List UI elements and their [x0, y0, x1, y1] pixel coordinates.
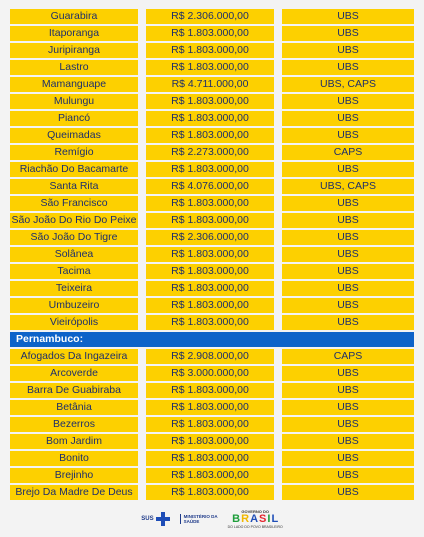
gov-brasil-logo: [228, 509, 283, 529]
table-row: [10, 281, 414, 296]
table-row: [10, 315, 414, 330]
type-cell: UBS: [282, 26, 414, 41]
plus-icon: [156, 512, 170, 526]
table-row: [10, 468, 414, 483]
table-row: [10, 128, 414, 143]
type-cell: UBS: [282, 128, 414, 143]
brasil-wordmark: [232, 514, 278, 525]
value-cell: R$ 1.803.000,00: [146, 111, 274, 126]
city-cell: Juripiranga: [10, 43, 138, 58]
value-cell: R$ 1.803.000,00: [146, 298, 274, 313]
value-cell: R$ 1.803.000,00: [146, 434, 274, 449]
table-row: [10, 400, 414, 415]
city-cell: Itaporanga: [10, 26, 138, 41]
table-row: [10, 247, 414, 262]
table-row: [10, 26, 414, 41]
ministry-line2: SAÚDE: [183, 519, 200, 524]
type-cell: UBS: [282, 451, 414, 466]
table-row: [10, 145, 414, 160]
brasil-letter: A: [250, 513, 259, 525]
table-row: [10, 485, 414, 500]
table-row: [10, 298, 414, 313]
pernambuco-rows: [10, 349, 414, 500]
city-cell: Riachão Do Bacamarte: [10, 162, 138, 177]
type-cell: UBS: [282, 383, 414, 398]
city-cell: Betânia: [10, 400, 138, 415]
type-cell: UBS: [282, 94, 414, 109]
value-cell: R$ 2.908.000,00: [146, 349, 274, 364]
city-cell: Tacima: [10, 264, 138, 279]
type-cell: UBS: [282, 111, 414, 126]
value-cell: R$ 1.803.000,00: [146, 485, 274, 500]
funding-table: [10, 9, 414, 502]
type-cell: UBS: [282, 9, 414, 24]
type-cell: UBS: [282, 43, 414, 58]
table-row: [10, 9, 414, 24]
gov-top-text: GOVERNO DO: [241, 509, 269, 514]
city-cell: Bom Jardim: [10, 434, 138, 449]
type-cell: UBS: [282, 230, 414, 245]
table-row: [10, 162, 414, 177]
type-cell: UBS: [282, 468, 414, 483]
city-cell: São Francisco: [10, 196, 138, 211]
brasil-letter: I: [267, 513, 271, 525]
table-row: [10, 179, 414, 194]
value-cell: R$ 1.803.000,00: [146, 264, 274, 279]
footer-logos: [0, 505, 424, 533]
value-cell: R$ 1.803.000,00: [146, 400, 274, 415]
value-cell: R$ 1.803.000,00: [146, 383, 274, 398]
brasil-letter: L: [271, 513, 279, 525]
table-row: [10, 230, 414, 245]
table-row: [10, 434, 414, 449]
value-cell: R$ 2.306.000,00: [146, 230, 274, 245]
brasil-letter: S: [259, 513, 267, 525]
value-cell: R$ 2.306.000,00: [146, 9, 274, 24]
type-cell: UBS, CAPS: [282, 77, 414, 92]
city-cell: Mulungu: [10, 94, 138, 109]
value-cell: R$ 1.803.000,00: [146, 247, 274, 262]
section-header-pernambuco: Pernambuco:: [10, 332, 414, 347]
type-cell: UBS: [282, 162, 414, 177]
city-cell: Barra De Guabiraba: [10, 383, 138, 398]
type-cell: UBS: [282, 400, 414, 415]
city-cell: Brejo Da Madre De Deus: [10, 485, 138, 500]
city-cell: Bonito: [10, 451, 138, 466]
value-cell: R$ 3.000.000,00: [146, 366, 274, 381]
table-row: [10, 196, 414, 211]
city-cell: São João Do Rio Do Peixe: [11, 214, 137, 226]
table-row: [10, 383, 414, 398]
type-cell: UBS: [282, 366, 414, 381]
table-row: [10, 451, 414, 466]
table-row: [10, 77, 414, 92]
city-cell: Santa Rita: [10, 179, 138, 194]
type-cell: UBS: [282, 417, 414, 432]
city-cell: Brejinho: [10, 468, 138, 483]
value-cell: R$ 1.803.000,00: [146, 162, 274, 177]
type-cell: UBS: [282, 247, 414, 262]
type-cell: UBS: [282, 315, 414, 330]
city-cell: Umbuzeiro: [10, 298, 138, 313]
value-cell: R$ 1.803.000,00: [146, 128, 274, 143]
value-cell: R$ 1.803.000,00: [146, 213, 274, 228]
value-cell: R$ 1.803.000,00: [146, 451, 274, 466]
table-row: [10, 349, 414, 364]
city-cell: Bezerros: [10, 417, 138, 432]
type-cell: UBS: [282, 264, 414, 279]
type-cell: UBS: [282, 434, 414, 449]
value-cell: R$ 2.273.000,00: [146, 145, 274, 160]
value-cell: R$ 1.803.000,00: [146, 43, 274, 58]
value-cell: R$ 1.803.000,00: [146, 26, 274, 41]
type-cell: UBS: [282, 196, 414, 211]
city-cell: Teixeira: [10, 281, 138, 296]
sus-label: SUS: [141, 516, 154, 522]
value-cell: R$ 4.076.000,00: [146, 179, 274, 194]
value-cell: R$ 1.803.000,00: [146, 281, 274, 296]
table-row: [10, 213, 414, 228]
brasil-letter: R: [241, 513, 250, 525]
type-cell: CAPS: [282, 145, 414, 160]
table-row: [10, 264, 414, 279]
table-row: [10, 111, 414, 126]
ministry-line1: MINISTÉRIO DA: [183, 514, 218, 519]
city-cell: Mamanguape: [10, 77, 138, 92]
city-cell: Queimadas: [10, 128, 138, 143]
table-row: [10, 366, 414, 381]
table-row: [10, 417, 414, 432]
type-cell: UBS: [282, 298, 414, 313]
sus-logo: [141, 512, 169, 526]
type-cell: UBS: [282, 213, 414, 228]
city-cell: Piancó: [10, 111, 138, 126]
gov-sub-text: DO LADO DO POVO BRASILEIRO: [227, 525, 283, 529]
city-cell: Guarabira: [10, 9, 138, 24]
ministry-logo: [180, 514, 218, 524]
city-cell: Lastro: [10, 60, 138, 75]
city-cell: Remígio: [10, 145, 138, 160]
value-cell: R$ 1.803.000,00: [146, 417, 274, 432]
type-cell: UBS, CAPS: [282, 179, 414, 194]
city-cell: Vieirópolis: [10, 315, 138, 330]
table-row: [10, 43, 414, 58]
value-cell: R$ 1.803.000,00: [146, 315, 274, 330]
city-cell: Arcoverde: [10, 366, 138, 381]
value-cell: R$ 1.803.000,00: [146, 60, 274, 75]
city-cell: Solânea: [10, 247, 138, 262]
city-cell: São João Do Tigre: [10, 230, 138, 245]
type-cell: UBS: [282, 281, 414, 296]
brasil-letter: B: [232, 513, 241, 525]
value-cell: R$ 1.803.000,00: [146, 468, 274, 483]
value-cell: R$ 1.803.000,00: [146, 94, 274, 109]
type-cell: UBS: [282, 485, 414, 500]
table-row: [10, 60, 414, 75]
paraiba-rows: [10, 9, 414, 330]
type-cell: CAPS: [282, 349, 414, 364]
value-cell: R$ 4.711.000,00: [146, 77, 274, 92]
table-row: [10, 94, 414, 109]
type-cell: UBS: [282, 60, 414, 75]
city-cell: Afogados Da Ingazeira: [10, 349, 138, 364]
value-cell: R$ 1.803.000,00: [146, 196, 274, 211]
